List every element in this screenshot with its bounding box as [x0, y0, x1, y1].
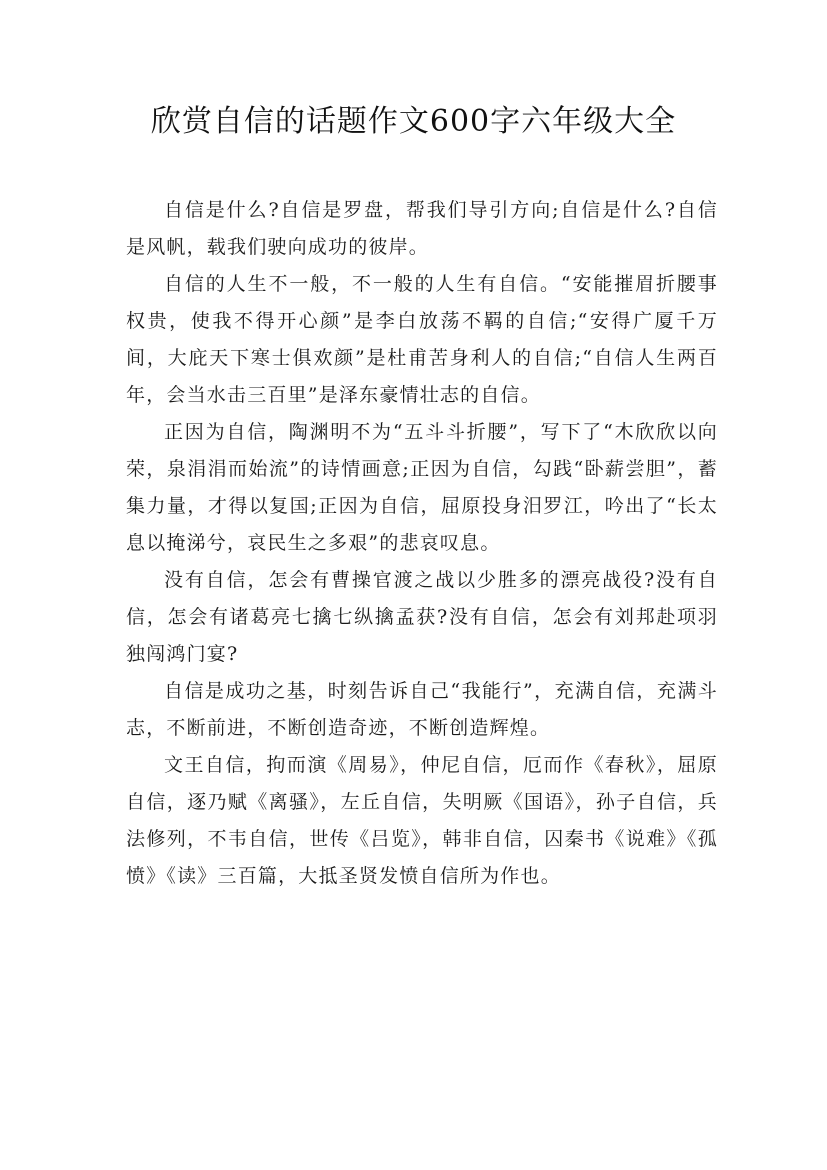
paragraph: 自信的人生不一般，不一般的人生有自信。“安能摧眉折腰事权贵，使我不得开心颜”是李白放荡不羁的自信;“安得广厦千万间，大庇天下寒士俱欢颜”是杜甫苦身利人的自信;“自信人生两百年，会当水击三百里”是泽东豪情壮志的自信。 [126, 273, 718, 406]
document-title: 欣赏自信的话题作文600字六年级大全 [150, 104, 677, 139]
paragraph: 没有自信，怎会有曹操官渡之战以少胜多的漂亮战役?没有自信，怎会有诸葛亮七擒七纵擒孟获?没有自信，怎会有刘邦赴项羽独闯鸿门宴? [126, 569, 718, 665]
paragraph: 自信是成功之基，时刻告诉自己“我能行”，充满自信，充满斗志，不断前进，不断创造奇迹，不断创造辉煌。 [126, 680, 718, 739]
paragraph: 自信是什么?自信是罗盘，帮我们导引方向;自信是什么?自信是风帆，载我们驶向成功的彼岸。 [126, 199, 718, 258]
paragraph: 正因为自信，陶渊明不为“五斗斗折腰”，写下了“木欣欣以向荣，泉涓涓而始流”的诗情画意;正因为自信，勾践“卧薪尝胆”，蓄集力量，才得以复国;正因为自信，屈原投身汨罗江，吟出了“长太息以掩涕兮，哀民生之多艰”的悲哀叹息。 [126, 421, 718, 554]
document-body [126, 192, 718, 895]
paragraph: 文王自信，拘而演《周易》，仲尼自信，厄而作《春秋》，屈原自信，逐乃赋《离骚》，左丘自信，失明厥《国语》，孙子自信，兵法修列，不韦自信，世传《吕览》，韩非自信，囚秦书《说难》《孤愤》《读》三百篇，大抵圣贤发愤自信所为作也。 [126, 754, 718, 887]
